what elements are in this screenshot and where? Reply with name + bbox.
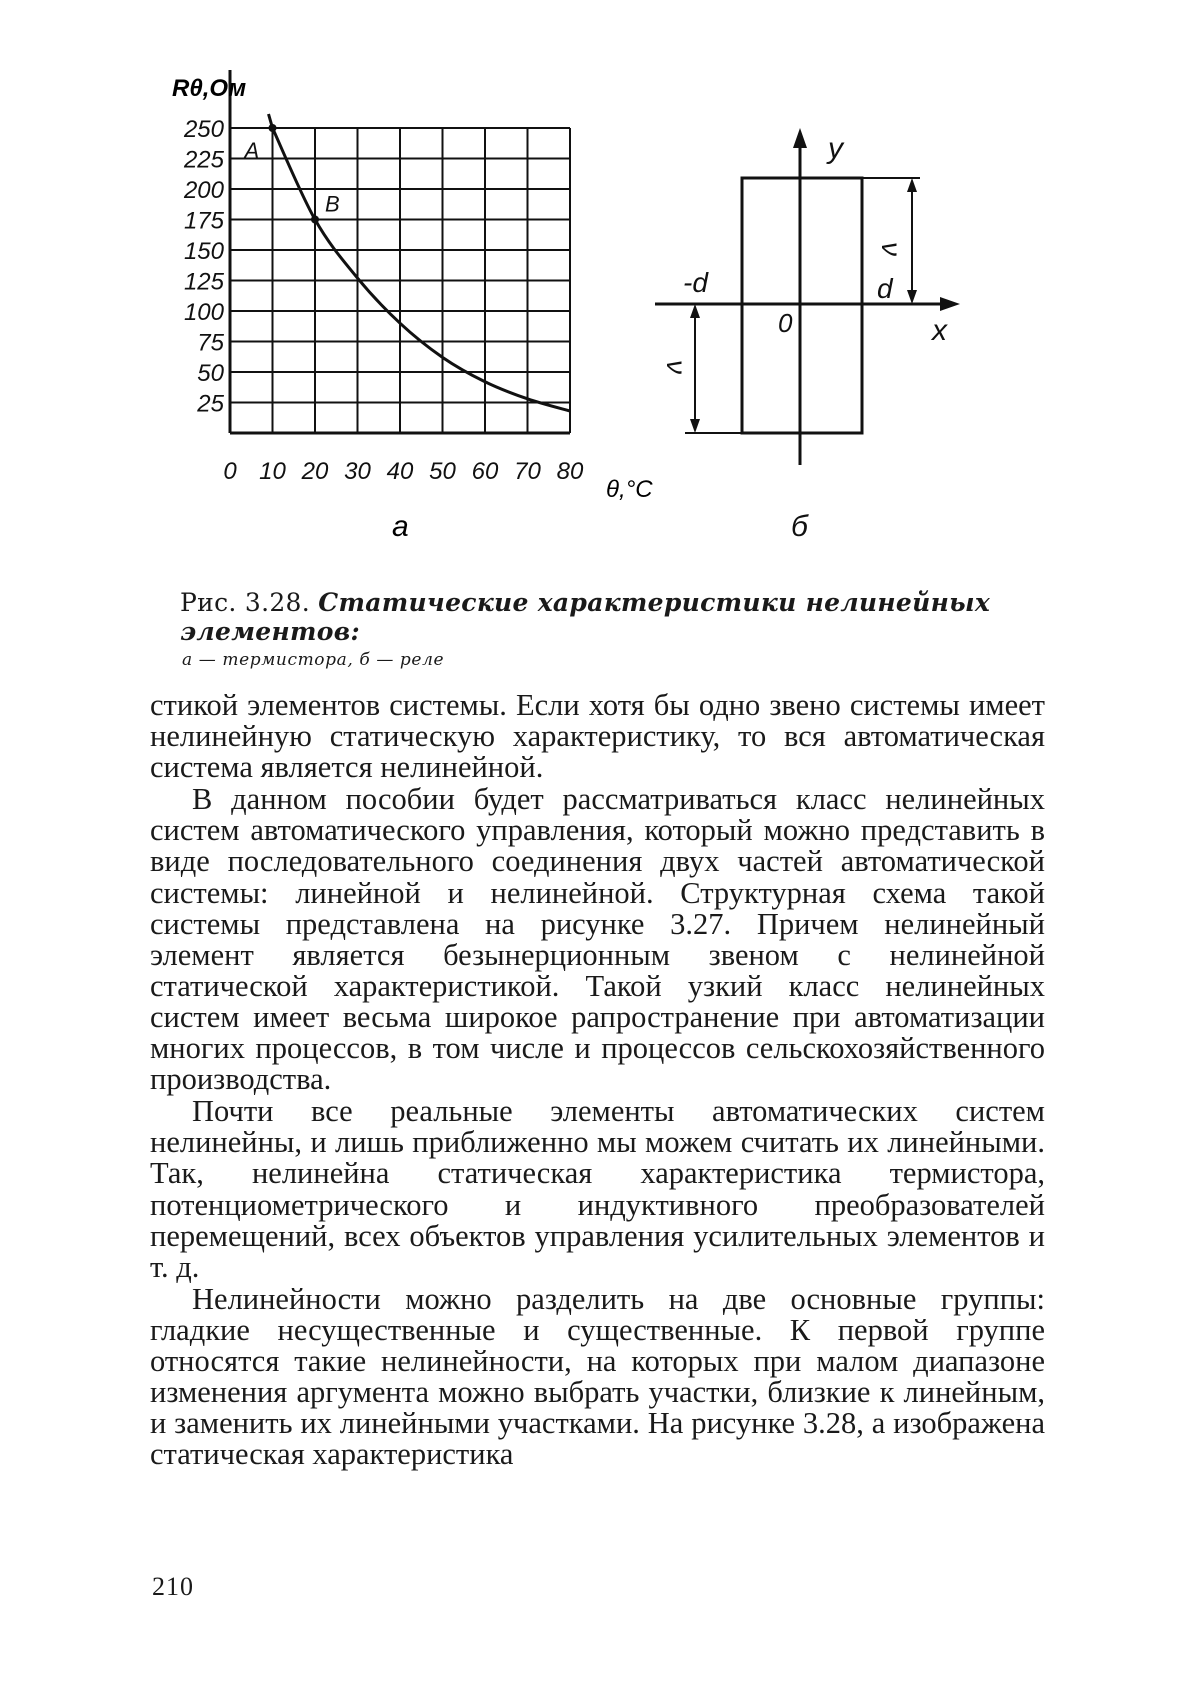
chart-grid (230, 128, 570, 433)
x-tick-label: 80 (556, 458, 584, 485)
height-label-top: ν (876, 242, 907, 256)
dimension-arrow (690, 304, 700, 318)
x-axis-label: θ,°С (606, 476, 653, 503)
panel-a-thermistor-chart (172, 70, 653, 543)
dimension-arrow (907, 178, 917, 192)
y-tick-label: 250 (183, 116, 224, 143)
x-tick-label: 20 (301, 458, 329, 485)
x-tick-label: 0 (223, 458, 237, 485)
figure-caption (180, 588, 1060, 670)
page-number: 210 (152, 1572, 194, 1601)
y-axis-label: Rθ,Ом (172, 75, 247, 102)
y-tick-label: 75 (197, 329, 224, 357)
caption-title: Статические характеристики нелинейных элементов: (180, 588, 991, 646)
right-threshold-label: d (877, 273, 893, 304)
x-tick-label: 50 (429, 458, 456, 485)
y-axis-arrow (793, 128, 807, 148)
y-tick-label: 175 (183, 207, 224, 235)
paragraph: стикой элементов системы. Если хотя бы одно звено системы имеет нелинейную статическую характеристику, то вся автоматическая система является нелинейной. (150, 688, 1045, 785)
paragraph: Нелинейности можно разделить на две основные группы: гладкие несущественные и существенные. К первой группе относятся такие нелинейности, на которых при малом диапазоне изменения аргумента можно выбрать участки, близкие к линейным, и заменить их линейными участками. На рисунке 3.28, а изображена статическая характеристика (150, 1281, 1045, 1472)
y-tick-labels (183, 116, 225, 418)
y-tick-label: 150 (183, 238, 224, 265)
y-tick-label: 200 (183, 177, 224, 204)
point-label: B (325, 191, 340, 217)
paragraph: В данном пособии будет рассматриваться класс нелинейных систем автоматического управления, который можно представить в виде последовательного соединения двух частей автоматической системы: линейной и нелинейной. Структурная схема такой системы представлена на рисунке 3.27. Причем нелинейный элемент является безынерционным звеном с нелинейной статической характеристикой. Такой узкий класс нелинейных систем имеет весьма широкое рапространение при автоматизации многих процессов, в том числе и процессов сельскохозяйственного производства. (150, 782, 1045, 1097)
y-tick-label: 50 (197, 360, 224, 387)
caption-subtitle: а — термистора, б — реле (182, 650, 445, 670)
origin-label: 0 (778, 308, 793, 338)
chart-points (243, 124, 340, 224)
y-tick-label: 100 (183, 299, 224, 326)
data-point (311, 216, 319, 224)
panel-letter-a: а (392, 510, 409, 543)
x-tick-label: 70 (514, 458, 541, 485)
x-axis-label-b: x (932, 314, 947, 347)
y-tick-label: 225 (183, 146, 224, 174)
left-threshold-label: -d (683, 267, 708, 298)
data-point (269, 124, 277, 132)
point-label: A (244, 138, 260, 163)
paragraph: Почти все реальные элементы автоматических систем нелинейны, и лишь приближенно мы можем считать их линейными. Так, нелинейна статическая характеристика термистора, потенциометрического и индуктивного преобразователей перемещений, всех объектов управления усилительных элементов и т. д. (150, 1094, 1045, 1284)
x-tick-label: 10 (259, 458, 286, 485)
y-tick-label: 25 (197, 390, 224, 418)
y-tick-label: 125 (183, 268, 224, 296)
figure-3-28 (170, 60, 1070, 580)
x-tick-label: 30 (344, 458, 371, 485)
y-axis-label-b: y (828, 132, 843, 165)
x-tick-labels (223, 458, 584, 485)
caption-lead: Рис. 3.28. (180, 588, 310, 617)
x-axis-arrow (940, 297, 960, 311)
x-tick-label: 60 (471, 458, 499, 485)
dimension-arrow (690, 419, 700, 433)
panel-letter-b: б (791, 510, 808, 543)
body-text (150, 690, 1045, 1470)
height-label-bottom: ν (661, 360, 692, 374)
dimension-arrow (907, 290, 917, 304)
x-tick-label: 40 (386, 458, 414, 485)
